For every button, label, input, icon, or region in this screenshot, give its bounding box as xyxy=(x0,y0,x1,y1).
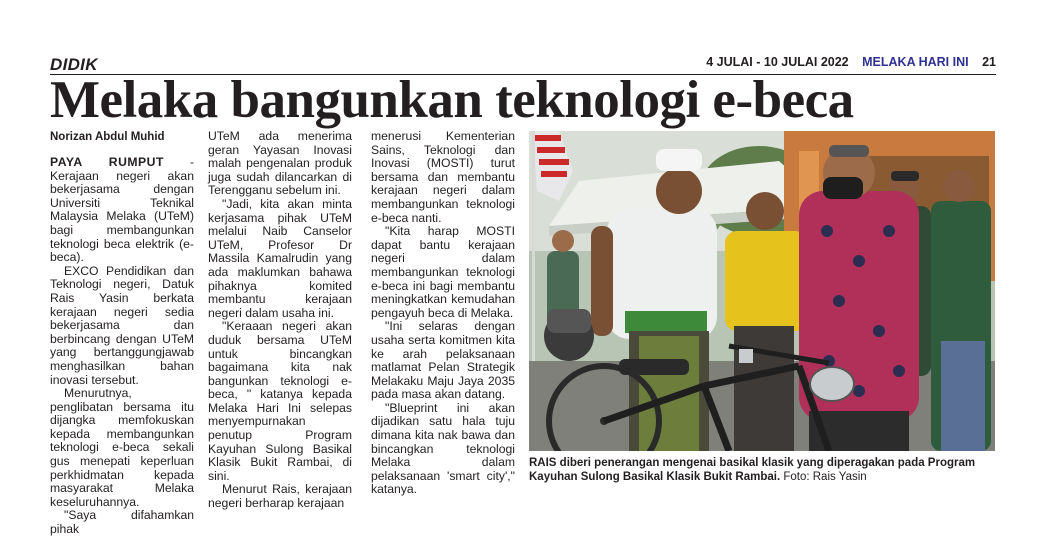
headline: Melaka bangunkan teknologi e-beca xyxy=(50,71,854,129)
article-paragraph: "Jadi, kita akan minta kerjasama pihak UTeM melalui Naib Canselor UTeM, Profesor Dr Massila Kamalrudin yang ada maklumkan bahawa pihaknya komited membantu kerajaan negeri dalam usaha ini. xyxy=(208,196,352,320)
page-header-info xyxy=(706,55,996,69)
article-paragraph: Menurut Rais, kerajaan negeri berharap kerajaan xyxy=(208,482,352,511)
article-paragraph xyxy=(50,156,194,265)
publication-name: MELAKA HARI INI xyxy=(862,55,969,69)
article-column-3 xyxy=(371,130,515,497)
article-paragraph: UTeM ada menerima geran Yayasan Inovasi malah pengenalan produk juga sudah dilancarkan di Terengganu sebelum ini. xyxy=(208,129,352,198)
article-paragraph: "Blueprint ini akan dijadikan satu hala tuju dimana kita nak bawa dan bincangkan teknologi Melaka dalam pelaksanaan 'smart city'," katanya. xyxy=(371,400,515,497)
photo-credit: Foto: Rais Yasin xyxy=(780,471,867,483)
article-column-2 xyxy=(208,130,352,511)
photo-caption xyxy=(529,456,995,484)
byline: Norizan Abdul Muhid xyxy=(50,131,165,143)
article-paragraph: Menurutnya, penglibatan bersama itu dijangka memfokuskan kepada membangunkan teknologi e-beca sekali gus menepati keperluan perkhidmatan kepada masyarakat Melaka keseluruhannya. xyxy=(50,386,194,509)
page-number: 21 xyxy=(982,55,996,69)
article-photo xyxy=(529,131,995,451)
article-paragraph: "Kita harap MOSTI dapat bantu kerajaan negeri dalam membangunkan teknologi e-beca ini bagi membantu meningkatkan kemudahan pengayuh beca di Melaka. xyxy=(371,224,515,320)
section-label: DIDIK xyxy=(50,55,98,74)
article-paragraph: EXCO Pendidikan dan Teknologi negeri, Datuk Rais Yasin berkata kerajaan negeri sedia bekerjasama dan berbincang dengan UTeM yang bertanggungjawab menghasilkan bahan inovasi tersebut. xyxy=(50,263,194,387)
issue-date: 4 JULAI - 10 JULAI 2022 xyxy=(706,55,849,69)
photo-illustration xyxy=(529,131,995,451)
article-paragraph: "Keraaan negeri akan duduk bersama UTeM untuk bincangkan bagaimana kita nak bangunkan teknologi e-beca, " katanya kepada Melaka Hari Ini selepas menyempurnakan penutup Program Kayuhan Sulong Basikal Klasik Bukit Rambai, di sini. xyxy=(208,319,352,483)
article-paragraph: "Ini selaras dengan usaha serta komitmen kita ke arah pelaksanaan matlamat Pelan Strategik Melakaku Maju Jaya 2035 pada masa akan datang. xyxy=(371,319,515,402)
lead-text: - Kerajaan negeri akan bekerjasama dengan Universiti Teknikal Malaysia Melaka (UTeM) bagi membangunkan teknologi beca elektrik (e-beca). xyxy=(50,155,194,265)
article-paragraph: "Saya difahamkan pihak xyxy=(50,508,194,537)
article-column-1 xyxy=(50,156,194,537)
article-paragraph: menerusi Kementerian Sains, Teknologi dan Inovasi (MOSTI) turut bersama dan membantu kerajaan negeri dalam membangunkan teknologi e-beca nanti. xyxy=(371,129,515,225)
caption-text: RAIS diberi penerangan mengenai basikal klasik yang diperagakan pada Program Kayuhan Sulong Basikal Klasik Bukit Rambai. xyxy=(529,457,976,483)
dateline: PAYA RUMPUT xyxy=(50,155,164,169)
